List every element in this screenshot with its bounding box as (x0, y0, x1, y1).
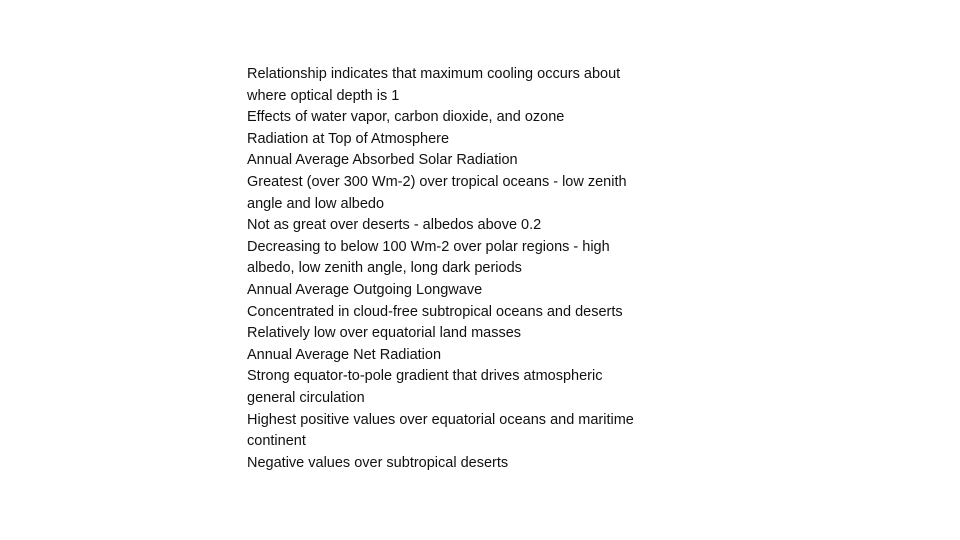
text-line: Relatively low over equatorial land masses (247, 325, 522, 342)
text-line: albedo, low zenith angle, long dark periods (247, 260, 522, 277)
text-line: where optical depth is 1 (247, 87, 400, 104)
text-line: Relationship indicates that maximum cooling occurs about (247, 66, 621, 82)
text-line: Effects of water vapor, carbon dioxide, and ozone (247, 109, 565, 126)
text-line: Highest positive values over equatorial oceans and maritime (247, 411, 634, 428)
text-line: angle and low albedo (247, 195, 385, 212)
body-text (247, 64, 697, 474)
text-line: Radiation at Top of Atmosphere (247, 130, 450, 147)
text-line: Annual Average Net Radiation (247, 346, 442, 363)
text-line: Decreasing to below 100 Wm-2 over polar regions - high (247, 238, 610, 255)
text-line: Negative values over subtropical deserts (247, 454, 509, 471)
text-line: Greatest (over 300 Wm-2) over tropical oceans - low zenith (247, 173, 627, 190)
text-line: Annual Average Absorbed Solar Radiation (247, 152, 518, 169)
text-line: Concentrated in cloud-free subtropical oceans and deserts (247, 303, 623, 320)
text-line: Not as great over deserts - albedos above 0.2 (247, 217, 542, 234)
text-line: Strong equator-to-pole gradient that drives atmospheric (247, 368, 603, 385)
text-line: Annual Average Outgoing Longwave (247, 281, 483, 298)
text-line: continent (247, 433, 306, 450)
text-line: general circulation (247, 389, 365, 406)
